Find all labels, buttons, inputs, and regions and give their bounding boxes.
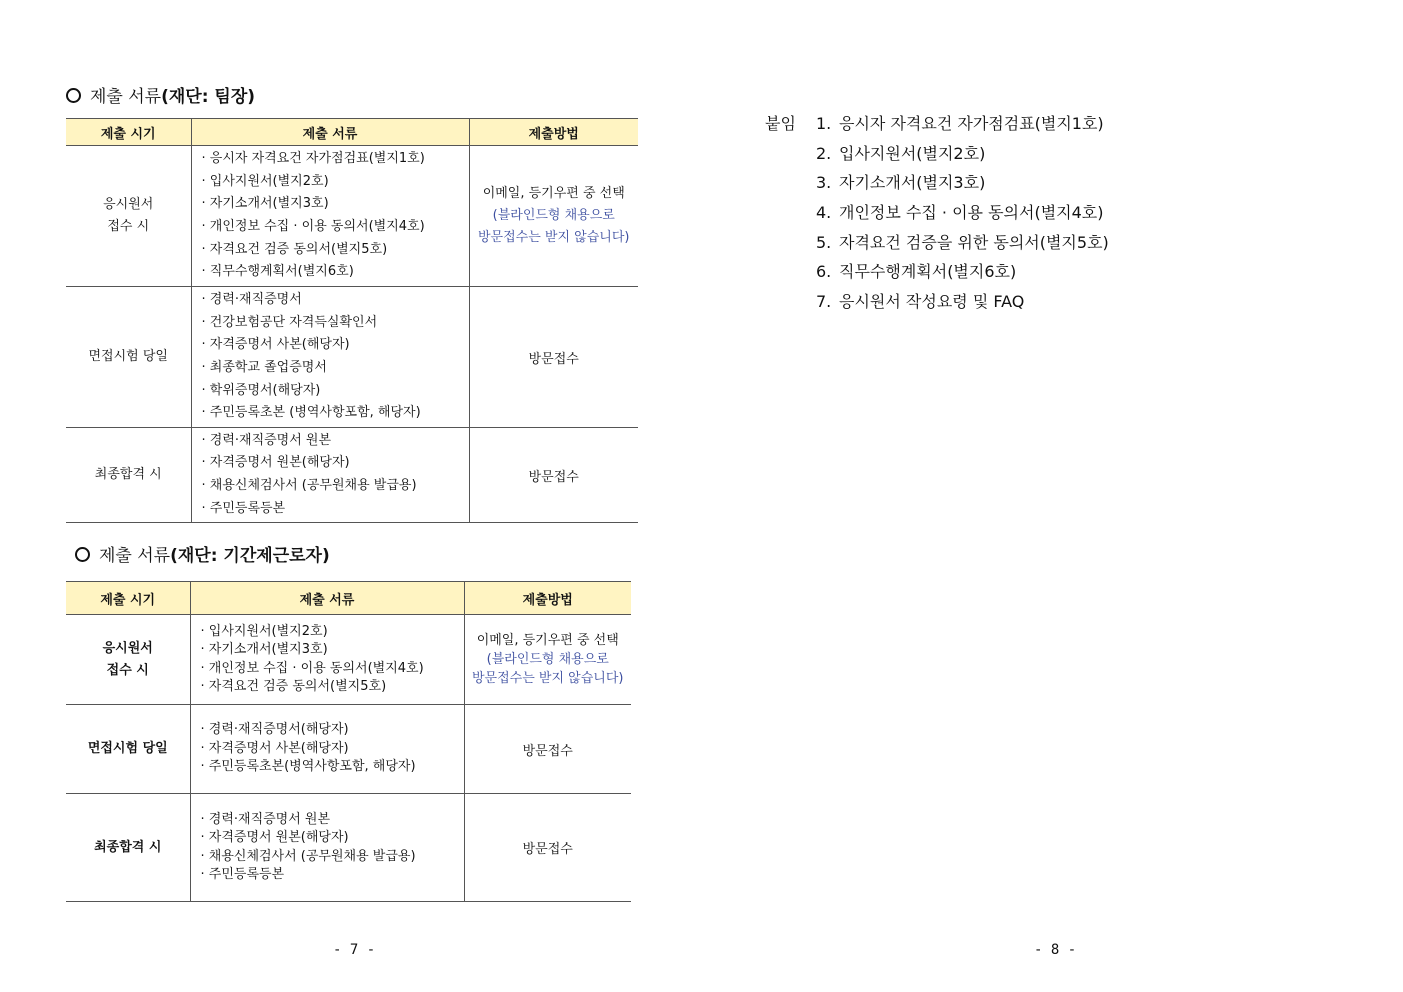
doc-item: · 직무수행계획서(별지6호) — [201, 264, 354, 280]
item-text: 개인정보 수집 · 이용 동의서(별지4호) — [839, 203, 1104, 223]
section1-heading-bold: (재단: 팀장) — [161, 87, 256, 107]
table-row — [66, 287, 638, 428]
table-header-row — [66, 582, 631, 615]
doc-item: · 입사지원서(별지2호) — [200, 623, 328, 639]
item-number: 5. — [816, 232, 832, 252]
doc-item: · 주민등록초본(병역사항포함, 해당자) — [200, 759, 416, 775]
cell-when — [66, 615, 190, 705]
cell-when — [66, 146, 191, 287]
cell-method — [469, 146, 638, 287]
doc-item: · 주민등록등본 — [201, 500, 286, 516]
item-text: 자격요건 검증을 위한 동의서(별지5호) — [839, 232, 1109, 252]
page-number-left: - 7 - — [333, 942, 376, 958]
section2-table — [66, 581, 631, 902]
cell-docs — [190, 705, 464, 794]
method-text: 이메일, 등기우편 중 선택 — [482, 186, 625, 201]
item-number: 7. — [816, 292, 832, 312]
item-text: 자기소개서(별지3호) — [839, 173, 986, 193]
doc-item: · 자격증명서 원본(해당자) — [200, 830, 349, 845]
cell-docs — [190, 794, 464, 902]
item-number: 1. — [816, 114, 832, 133]
item-number: 3. — [816, 173, 832, 193]
doc-item: · 자기소개서(별지3호) — [200, 642, 328, 657]
item-number: 6. — [816, 262, 832, 282]
section2-heading-bold: (재단: 기간제근로자) — [170, 546, 330, 566]
header-method: 제출방법 — [469, 119, 638, 146]
circle-bullet-icon — [75, 547, 90, 562]
table-row — [66, 794, 631, 902]
doc-item: · 주민등록초본 (병역사항포함, 해당자) — [201, 405, 421, 421]
when-line: 접수 시 — [106, 662, 149, 678]
doc-item: · 자격요건 검증 동의서(별지5호) — [200, 679, 387, 694]
item-text: 직무수행계획서(별지6호) — [839, 262, 1017, 282]
doc-item: · 자격증명서 사본(해당자) — [200, 740, 349, 756]
header-when: 제출 시기 — [66, 119, 191, 146]
attach-label: 붙임 — [765, 114, 796, 133]
cell-method: 방문접수 — [464, 705, 631, 794]
cell-method — [464, 615, 631, 705]
table-row — [66, 615, 631, 705]
table-row — [66, 705, 631, 794]
doc-item: · 경력·재직증명서 원본 — [200, 811, 331, 827]
section2-heading-normal: 제출 서류 — [99, 546, 171, 566]
page-number-right: - 8 - — [1034, 942, 1077, 958]
doc-item: · 자격증명서 사본(해당자) — [201, 337, 350, 353]
doc-item: · 자기소개서(별지3호) — [201, 196, 329, 212]
cell-docs — [191, 146, 469, 287]
cell-when — [66, 287, 191, 428]
section2-heading — [75, 541, 330, 566]
cell-docs — [191, 428, 469, 523]
doc-item: · 경력·재직증명서 원본 — [201, 432, 332, 448]
section1-table — [66, 118, 638, 523]
header-docs: 제출 서류 — [190, 582, 464, 615]
when-line: 응시원서 — [102, 640, 153, 656]
cell-docs — [191, 287, 469, 428]
when-line: 접수 시 — [107, 219, 150, 234]
table-header-row — [66, 119, 638, 146]
cell-method: 방문접수 — [464, 794, 631, 902]
doc-item: · 채용신체검사서 (공무원채용 발급용) — [200, 848, 416, 864]
table-row — [66, 146, 638, 287]
doc-item: · 채용신체검사서 (공무원채용 발급용) — [201, 478, 417, 493]
header-method: 제출방법 — [464, 582, 631, 615]
doc-item: · 학위증명서(해당자) — [201, 382, 321, 398]
table-row — [66, 428, 638, 523]
method-note: (블라인드형 채용으로 — [492, 208, 615, 223]
doc-item: · 건강보험공단 자격득실확인서 — [201, 314, 378, 330]
method-text: 이메일, 등기우편 중 선택 — [476, 633, 619, 648]
section1-heading — [66, 82, 255, 107]
cell-docs — [190, 615, 464, 705]
doc-item: · 응시자 자격요건 자가점검표(별지1호) — [201, 150, 425, 166]
item-number: 2. — [816, 143, 832, 163]
item-text: 응시원서 작성요령 및 FAQ — [839, 292, 1025, 312]
doc-item: · 경력·재직증명서 — [201, 291, 302, 307]
cell-when — [66, 428, 191, 523]
method-note: 방문접수는 받지 않습니다) — [478, 230, 630, 245]
doc-item: · 개인정보 수집 · 이용 동의서(별지4호) — [200, 660, 424, 676]
doc-item: · 입사지원서(별지2호) — [201, 173, 329, 189]
doc-item: · 최종학교 졸업증명서 — [201, 360, 327, 375]
when-line: 면접시험 당일 — [88, 349, 168, 364]
cell-method: 방문접수 — [469, 287, 638, 428]
doc-item: · 자격요건 검증 동의서(별지5호) — [201, 241, 388, 257]
circle-bullet-icon — [66, 88, 81, 103]
item-text: 입사지원서(별지2호) — [839, 143, 986, 163]
doc-item: · 주민등록등본 — [200, 867, 285, 882]
doc-item: · 경력·재직증명서(해당자) — [200, 722, 349, 738]
doc-item: · 개인정보 수집 · 이용 동의서(별지4호) — [201, 219, 425, 234]
cell-when — [66, 794, 190, 902]
doc-item: · 자격증명서 원본(해당자) — [201, 455, 350, 471]
cell-method: 방문접수 — [469, 428, 638, 523]
method-note: (블라인드형 채용으로 — [486, 652, 609, 667]
header-docs: 제출 서류 — [191, 119, 469, 146]
header-when: 제출 시기 — [66, 582, 190, 615]
section1-heading-normal: 제출 서류 — [90, 87, 162, 107]
when-line: 최종합격 시 — [94, 467, 162, 482]
method-note: 방문접수는 받지 않습니다) — [472, 671, 624, 686]
item-text: 응시자 자격요건 자가점검표(별지1호) — [839, 114, 1104, 133]
item-number: 4. — [816, 203, 832, 223]
when-line: 최종합격 시 — [94, 839, 162, 855]
cell-when — [66, 705, 190, 794]
when-line: 응시원서 — [103, 197, 154, 212]
when-line: 면접시험 당일 — [87, 741, 168, 756]
